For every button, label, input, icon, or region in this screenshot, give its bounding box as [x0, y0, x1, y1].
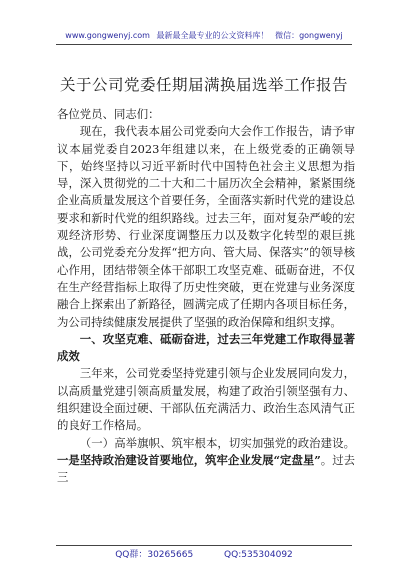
subsection-1-lead: （一）高举旗帜、筑牢根本，切实加强党的政治建设。 [79, 435, 355, 450]
footer-qq: QQ:535304092 [224, 550, 293, 560]
header-divider [56, 44, 352, 45]
header-wechat: 微信：gongwenyj [275, 31, 343, 40]
footer-banner [0, 547, 408, 560]
footer-divider [56, 545, 352, 546]
subsection-1-bold: 一是坚持政治建设首要地位，筑牢企业发展“定盘星” [57, 452, 321, 467]
section-heading-1: 一、攻坚克难、砥砺奋进，过去三年党建工作取得显著成效 [57, 331, 355, 364]
header-slogan: 最新最全最专业的公文资料库！ [156, 31, 269, 40]
subsection-1-tail: 。过去三 [57, 452, 355, 485]
section-1-paragraph: 三年来，公司党委坚持党建引领与企业发展同向发力，以高质量党建引领高质量发展，构建了政治引领坚强有力、组织建设全面过硬、干部队伍充满活力、政治生态风清气正的良好工作格局。 [57, 366, 355, 433]
footer-qq-group: QQ群：30265665 [115, 550, 194, 560]
header-banner [0, 30, 408, 41]
document-title: 关于公司党委任期届满换届选举工作报告 [59, 76, 348, 94]
site-url[interactable]: www.gongwenyj.com [65, 31, 150, 40]
salutation: 各位党员、同志们： [57, 107, 160, 121]
intro-paragraph: 现在，我代表本届公司党委向大会作工作报告，请予审议本届党委自2023年组建以来，在上级党委的正确领导下，始终坚持以习近平新时代中国特色社会主义思想为指导，深入贯彻党的二十大和二十届历次全会精神，紧紧围绕企业高质量发展这个首要任务，全面落实新时代党的建设总要求和新时代党的组织路线。过去三年，面对复杂严峻的宏观经济形势、行业深度调整压力以及数字化转型的艰巨挑战，公司党委充分发挥“把方向、管大局、保落实”的领导核心作用，团结带领全体干部职工攻坚克难、砥砺奋进，不仅在生产经营指标上取得了历史性突破，更在党建与业务深度融合上探索出了新路径，圆满完成了任期内各项目标任务，为公司持续健康发展提供了坚强的政治保障和组织支撑。 [57, 124, 355, 329]
document-body [57, 106, 355, 487]
subsection-1-paragraph [57, 435, 355, 487]
